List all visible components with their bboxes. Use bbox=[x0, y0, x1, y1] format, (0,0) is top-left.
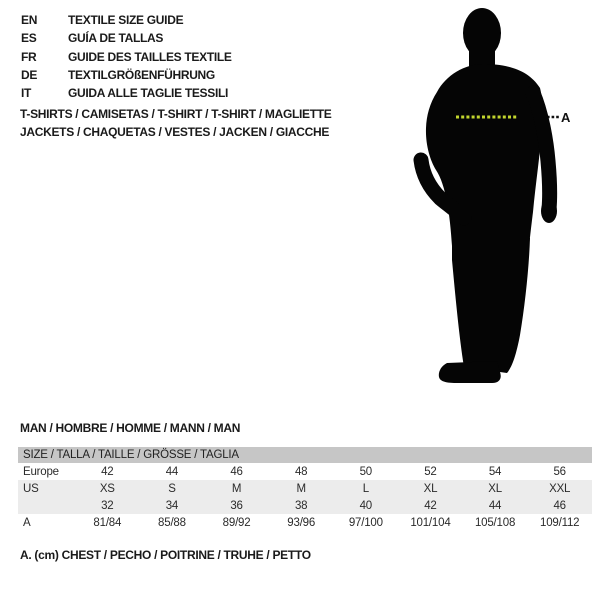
table-row-us bbox=[18, 480, 592, 497]
table-cell: 38 bbox=[269, 497, 334, 514]
language-code: IT bbox=[21, 86, 32, 101]
list-item bbox=[21, 84, 232, 102]
table-cell: 46 bbox=[527, 497, 592, 514]
table-cell: 32 bbox=[75, 497, 140, 514]
size-table-header: SIZE / TALLA / TAILLE / GRÖSSE / TAGLIA bbox=[18, 447, 592, 463]
language-code: ES bbox=[21, 31, 37, 46]
measure-label-a: A bbox=[561, 110, 571, 125]
table-cell: XL bbox=[463, 480, 528, 497]
man-silhouette-figure bbox=[400, 0, 600, 400]
table-cell: 44 bbox=[463, 497, 528, 514]
table-cell: 109/112 bbox=[527, 514, 592, 531]
language-guide-title: GUIDE DES TAILLES TEXTILE bbox=[68, 49, 232, 64]
table-cell: 52 bbox=[398, 463, 463, 480]
table-cell: 50 bbox=[334, 463, 399, 480]
table-cell: XL bbox=[398, 480, 463, 497]
measurement-footnote: A. (cm) CHEST / PECHO / POITRINE / TRUHE / PETTO bbox=[20, 548, 311, 562]
table-cell: 40 bbox=[334, 497, 399, 514]
man-silhouette bbox=[421, 8, 557, 383]
table-cell: M bbox=[269, 480, 334, 497]
category-jackets: JACKETS / CHAQUETAS / VESTES / JACKEN / GIACCHE bbox=[20, 125, 330, 140]
table-cell: 36 bbox=[204, 497, 269, 514]
list-item bbox=[21, 48, 232, 66]
category-tshirts: T-SHIRTS / CAMISETAS / T-SHIRT / T-SHIRT / MAGLIETTE bbox=[20, 107, 332, 121]
table-cell: 101/104 bbox=[398, 514, 463, 531]
size-table-grid bbox=[18, 463, 592, 531]
list-item bbox=[21, 29, 232, 47]
list-item bbox=[21, 66, 232, 84]
language-code: EN bbox=[21, 13, 38, 27]
language-guide-list bbox=[21, 11, 232, 102]
table-cell: 93/96 bbox=[269, 514, 334, 531]
language-guide-title: GUÍA DE TALLAS bbox=[68, 31, 164, 46]
table-cell: 42 bbox=[398, 497, 463, 514]
table-cell: 97/100 bbox=[334, 514, 399, 531]
language-guide-title: TEXTILE SIZE GUIDE bbox=[68, 13, 184, 27]
table-cell: S bbox=[140, 480, 205, 497]
garment-categories bbox=[20, 105, 332, 141]
row-label: A bbox=[18, 514, 75, 531]
list-item bbox=[21, 11, 232, 29]
table-cell: M bbox=[204, 480, 269, 497]
section-title-man: MAN / HOMBRE / HOMME / MANN / MAN bbox=[20, 421, 241, 435]
table-cell: XXL bbox=[527, 480, 592, 497]
table-cell: 46 bbox=[204, 463, 269, 480]
table-cell: 56 bbox=[527, 463, 592, 480]
row-label bbox=[18, 497, 75, 514]
table-cell: L bbox=[334, 480, 399, 497]
table-cell: 34 bbox=[140, 497, 205, 514]
language-code: DE bbox=[21, 67, 38, 82]
table-cell: 54 bbox=[463, 463, 528, 480]
size-table bbox=[18, 447, 592, 531]
table-cell: 81/84 bbox=[75, 514, 140, 531]
table-cell: XS bbox=[75, 480, 140, 497]
table-row-europe bbox=[18, 463, 592, 480]
table-cell: 42 bbox=[75, 463, 140, 480]
table-cell: 85/88 bbox=[140, 514, 205, 531]
table-cell: 48 bbox=[269, 463, 334, 480]
row-label: Europe bbox=[18, 463, 75, 480]
table-cell: 105/108 bbox=[463, 514, 528, 531]
table-cell: 89/92 bbox=[204, 514, 269, 531]
row-label: US bbox=[18, 480, 75, 497]
table-row-us-numeric bbox=[18, 497, 592, 514]
language-guide-title: TEXTILGRÖßENFÜHRUNG bbox=[68, 67, 215, 82]
table-row-chest-cm bbox=[18, 514, 592, 531]
language-guide-title: GUIDA ALLE TAGLIE TESSILI bbox=[68, 86, 229, 101]
language-code: FR bbox=[21, 49, 37, 64]
table-cell: 44 bbox=[140, 463, 205, 480]
